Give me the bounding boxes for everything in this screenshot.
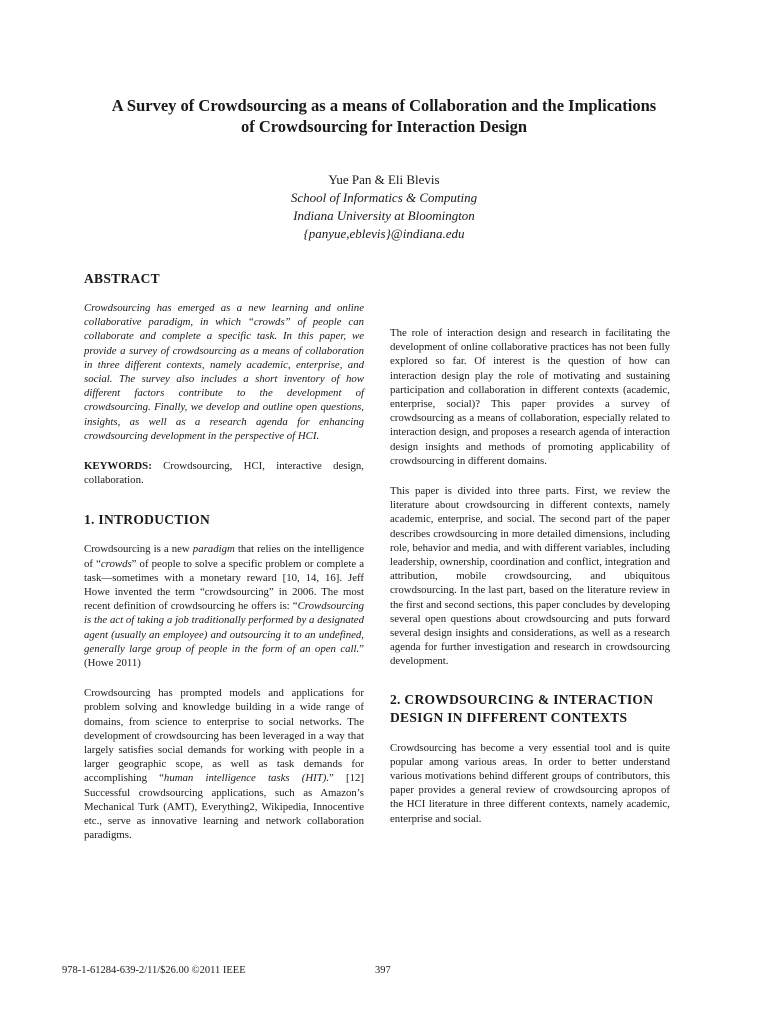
paper-title	[60, 95, 708, 137]
intro-p1-emph-crowds: crowds	[100, 557, 132, 570]
intro-paragraph-1	[84, 542, 364, 670]
intro-paragraph-2	[84, 686, 364, 842]
section-2-paragraph-1: Crowdsourcing has become a very essential tool and is quite popular among various areas. In order to better understand various motivations behind different groups of contributors, this paper provides a general review of crowdsourcing apropos of the HCI literature in three different contexts, namely academic, enterprise and social.	[390, 741, 670, 825]
keywords-text: Crowdsourcing, HCI, interactive design, collaboration.	[84, 460, 364, 487]
intro-p1-definition-quote: Crowdsourcing is the act of taking a job traditionally performed by a designated agent (usually an employee) and outsourcing it to an undefined, generally large group of people in the form of an open call.	[84, 600, 364, 655]
author-block	[60, 171, 708, 243]
intro-p2-emph-hit: human intelligence tasks (HIT).	[163, 772, 330, 785]
left-column	[84, 270, 364, 859]
page-number: 397	[375, 965, 391, 976]
footer-isbn: 978-1-61284-639-2/11/$26.00 ©2011 IEEE	[62, 965, 246, 976]
intro-paragraph-3: The role of interaction design and research in facilitating the development of online collaborative practices has not been fully explored so far. Of interest is the question of how can interaction design play the role of motivating and sustaining participation and collaboration in different contexts (academic, enterprise, social)? This paper provides a survey of crowdsourcing as a means of collaboration, especially related to interaction design, and proposes a research agenda of interaction design insights and methods of promoting applicability of crowdsourcing in different domains.	[390, 327, 670, 467]
intro-paragraph-4: This paper is divided into three parts. First, we review the literature about crowdsourcing in different contexts, namely academic, enterprise, and social. The second part of the paper describes crowdsourcing in more detailed dimensions, including role, behavior and media, and with different variables, including leadership, ownership, coordination and conflict, integration and attribution, mobile crowdsourcing, and ubiquitous crowdsourcing. In the last part, based on the literature review in the first and second sections, this paper concludes by developing several open questions about crowdsourcing and puts forward several design insights and considerations, as well as a research agenda for further investigation and research in crowdsourcing development.	[390, 485, 670, 668]
intro-p1-text-e: ” of people to solve a specific problem or complete a task—sometimes with a monetary reward [10, 14, 16]. Jeff Howe invented the term “crowdsourcing” in 2006. The most recent definition of crowdsourcing he offers is: “	[84, 557, 364, 613]
intro-p1-text-a: Crowdsourcing is a new	[84, 543, 193, 556]
intro-p1-emph-paradigm: paradigm	[192, 543, 235, 556]
intro-p2-text-c: ” [12] Successful crowdsourcing applications, such as Amazon’s Mechanical Turk (AMT), Everything2, Wikipedia, Innocentive etc., serve as innovative learning and network collaboration paradigms.	[84, 772, 364, 842]
intro-p2-text-a: Crowdsourcing has prompted models and applications for problem solving and knowledge building in a wide range of domains, from science to enterprise to social networks. The development of crowdsourcing has been leveraged in a way that largely satisfies social demands for working with people in a larger geographic scope, as well as task demands for accomplishing “	[84, 687, 364, 785]
intro-p1-text-c: that relies on the intelligence of “	[84, 543, 365, 570]
author-names: Yue Pan & Eli Blevis	[328, 172, 440, 187]
affiliation-university: Indiana University at Bloomington	[293, 208, 475, 223]
abstract-heading: ABSTRACT	[84, 271, 160, 286]
intro-p1-citation: ” (Howe 2011)	[84, 642, 364, 670]
right-column	[390, 268, 670, 842]
author-email: {panyue,eblevis}@indiana.edu	[303, 226, 465, 241]
introduction-heading: 1. INTRODUCTION	[84, 512, 211, 528]
keywords-label: KEYWORDS:	[84, 460, 152, 473]
title-line-1: A Survey of Crowdsourcing as a means of Collaboration and the Implications	[111, 96, 657, 115]
keywords	[84, 459, 364, 487]
title-line-2: of Crowdsourcing for Interaction Design	[241, 117, 527, 136]
section-2-heading: 2. CROWDSOURCING & INTERACTION DESIGN IN DIFFERENT CONTEXTS	[390, 691, 654, 725]
abstract-text: Crowdsourcing has emerged as a new learning and online collaborative paradigm, in which “crowds” of people can collaborate and complete a specific task. In this paper, we provide a survey of crowdsourcing as a means of collaboration in three different contexts, namely academic, enterprise, and social. The survey also includes a short inventory of how different factors contribute to the development of crowdsourcing. Finally, we develop and outline open questions, insights, as well as a research agenda for enhancing crowdsourcing development in the perspective of HCI.	[84, 302, 364, 442]
affiliation-school: School of Informatics & Computing	[290, 190, 478, 205]
